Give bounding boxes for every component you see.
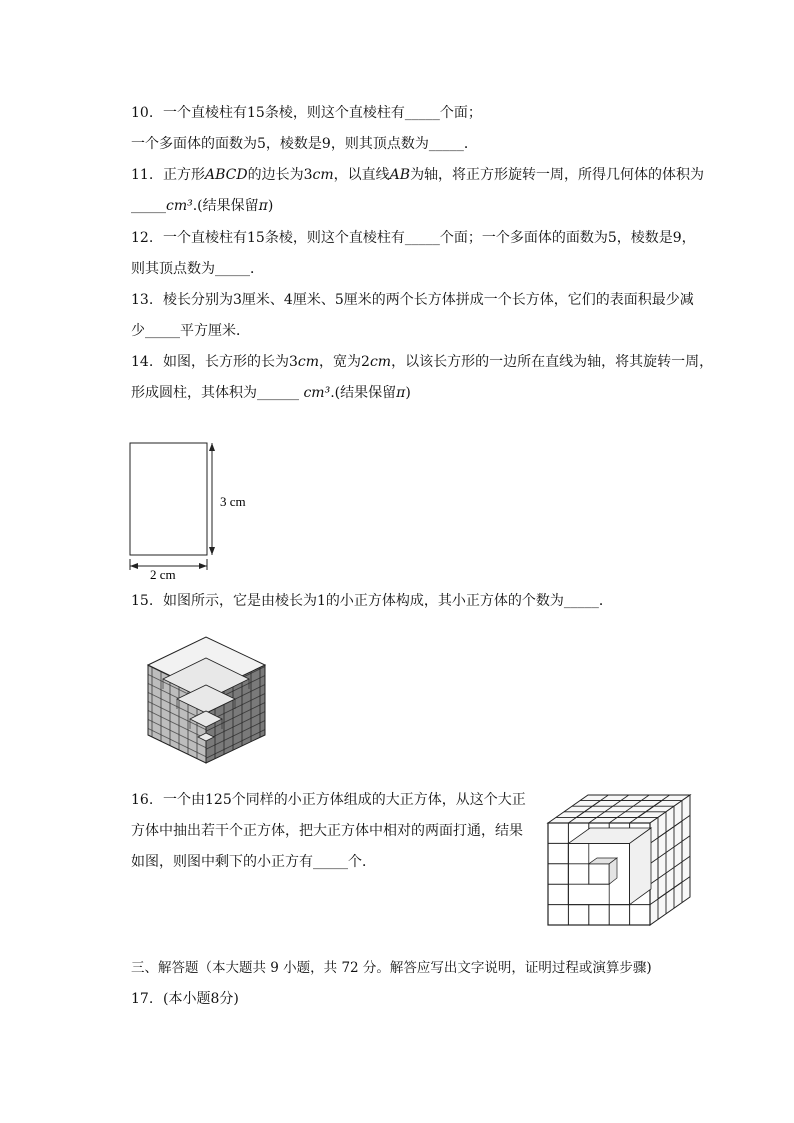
q14-text-e: .(结果保留: [330, 385, 397, 401]
q10-line2: [131, 134, 478, 154]
q12-text-2: 则其顶点数为_____．: [131, 261, 264, 277]
q15-number: 15.: [131, 593, 154, 609]
q11-unit-cm3: cm³: [166, 198, 193, 214]
q14-text-a: 如图，长方形的长为3: [163, 354, 298, 370]
section-3-heading: [131, 958, 652, 978]
q14-text-b: ，宽为2: [319, 354, 370, 370]
height-label: 3 cm: [220, 494, 246, 509]
width-label: 2 cm: [150, 567, 176, 582]
q14-unit-cm-2: cm: [369, 354, 392, 370]
q15-text-1: 如图所示，它是由棱长为1的小正方体构成，其小正方体的个数为_____．: [163, 593, 613, 609]
q14-text-f: ): [405, 385, 411, 401]
q17-line1: [131, 989, 239, 1009]
q12-line2: [131, 259, 264, 279]
q11-text-a: 正方形: [163, 167, 205, 183]
q10-number: 10.: [131, 105, 154, 121]
q14-number: 14.: [131, 354, 154, 370]
hollow-cube-figure: [545, 793, 695, 929]
q11-line1: [131, 165, 704, 185]
q16-text-3: 如图，则图中剩下的小正方有_____个．: [131, 854, 376, 870]
q10-text-2: 一个多面体的面数为5，棱数是9，则其顶点数为_____．: [131, 136, 478, 152]
q11-math-abcd: ABCD: [205, 167, 248, 183]
q15-line1: [131, 591, 613, 611]
q11-text-f: ): [267, 198, 274, 214]
q14-math-pi: π: [396, 385, 406, 401]
q14-line2: [131, 383, 411, 403]
q11-number: 11.: [131, 167, 154, 183]
q11-line2: [131, 196, 273, 216]
q11-math-pi: π: [258, 198, 268, 214]
q16-text-2: 方体中抽出若干个正方体，把大正方体中相对的两面打通，结果: [131, 823, 523, 839]
q10-line1: [131, 103, 482, 123]
q13-line2: [131, 321, 250, 341]
rectangle-shape: [130, 443, 207, 555]
q11-blank: _____: [131, 198, 166, 214]
q13-number: 13.: [131, 292, 154, 308]
q16-line2: [131, 821, 523, 841]
staircase-cubes-figure: [143, 627, 273, 767]
q16-number: 16.: [131, 792, 154, 808]
section-3-title: 三、解答题（本大题共 9 小题，共 72 分。解答应写出文字说明，证明过程或演算步骤): [131, 960, 652, 976]
q12-line1: [131, 228, 696, 248]
q16-text-1: 一个由125个同样的小正方体组成的大正方体，从这个大正: [163, 792, 526, 808]
q13-text-1: 棱长分别为3厘米、4厘米、5厘米的两个长方体拼成一个长方体，它们的表面积最少减: [163, 292, 694, 308]
q11-unit-cm: cm: [312, 167, 334, 183]
q11-math-ab: AB: [389, 167, 411, 183]
rectangle-figure: [120, 435, 270, 585]
q11-text-c: ，以直线: [333, 167, 390, 183]
q17-number: 17.: [131, 991, 154, 1007]
q10-text-1: 一个直棱柱有15条棱，则这个直棱柱有_____个面；: [163, 105, 482, 121]
q14-line1: [131, 352, 713, 372]
q12-text-1: 一个直棱柱有15条棱，则这个直棱柱有_____个面；一个多面体的面数为5，棱数是9，: [163, 230, 696, 246]
q16-line1: [131, 790, 526, 810]
q13-line1: [131, 290, 694, 310]
q14-unit-cm-1: cm: [297, 354, 320, 370]
q16-line3: [131, 852, 376, 872]
q11-text-e: .(结果保留: [192, 198, 259, 214]
q14-unit-cm3: cm³: [303, 385, 331, 401]
q14-text-c: ，以该长方形的一边所在直线为轴，将其旋转一周，: [391, 354, 714, 370]
q17-text: (本小题8分): [163, 991, 239, 1007]
q11-text-b: 的边长为3: [247, 167, 313, 183]
height-dimension: [209, 443, 215, 555]
q13-text-2: 少_____平方厘米．: [131, 323, 250, 339]
front-tunnel: [568, 828, 651, 905]
q12-number: 12.: [131, 230, 154, 246]
q11-text-d: 为轴，将正方形旋转一周，所得几何体的体积为: [410, 167, 705, 183]
q14-text-d: 形成圆柱，其体积为______: [131, 385, 304, 401]
